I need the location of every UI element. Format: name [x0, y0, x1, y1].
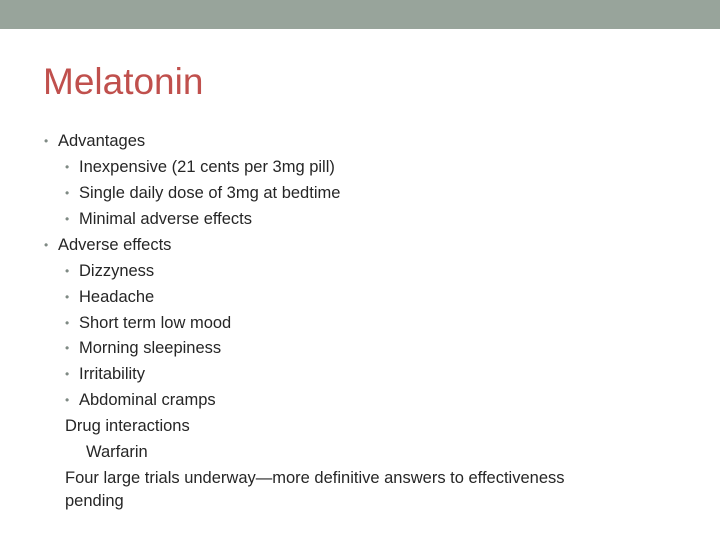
slide-title: Melatonin [43, 61, 204, 102]
list-item: Headache [79, 288, 155, 306]
list-item: Morning sleepiness [79, 339, 222, 357]
list-item: Abdominal cramps [79, 391, 216, 409]
list-item: Dizzyness [79, 262, 155, 280]
list-item-advantages: Advantages [58, 132, 146, 150]
list-item: Inexpensive (21 cents per 3mg pill) [79, 158, 335, 176]
list-item: Minimal adverse effects [79, 210, 253, 228]
bullet-marker: • [65, 393, 70, 407]
bullet-marker: • [65, 160, 70, 174]
list-item-trials: Four large trials underway—more definitive answers to effectiveness [65, 469, 565, 487]
list-item-trials-continued: pending [65, 492, 124, 510]
bullet-marker: • [44, 238, 49, 252]
list-item: Single daily dose of 3mg at bedtime [79, 184, 341, 202]
top-accent-bar [0, 0, 720, 29]
bullet-marker: • [65, 186, 70, 200]
bullet-marker: • [44, 134, 49, 148]
bullet-marker: • [65, 212, 70, 226]
bullet-marker: • [65, 316, 70, 330]
bullet-marker: • [65, 264, 70, 278]
list-item-adverse-effects: Adverse effects [58, 236, 172, 254]
bullet-marker: • [65, 367, 70, 381]
bullet-marker: • [65, 341, 70, 355]
bullet-marker: • [65, 290, 70, 304]
list-item: Short term low mood [79, 314, 232, 332]
list-item: Irritability [79, 365, 146, 383]
list-item-drug-interactions: Drug interactions [65, 417, 190, 435]
list-item: Warfarin [86, 443, 148, 461]
